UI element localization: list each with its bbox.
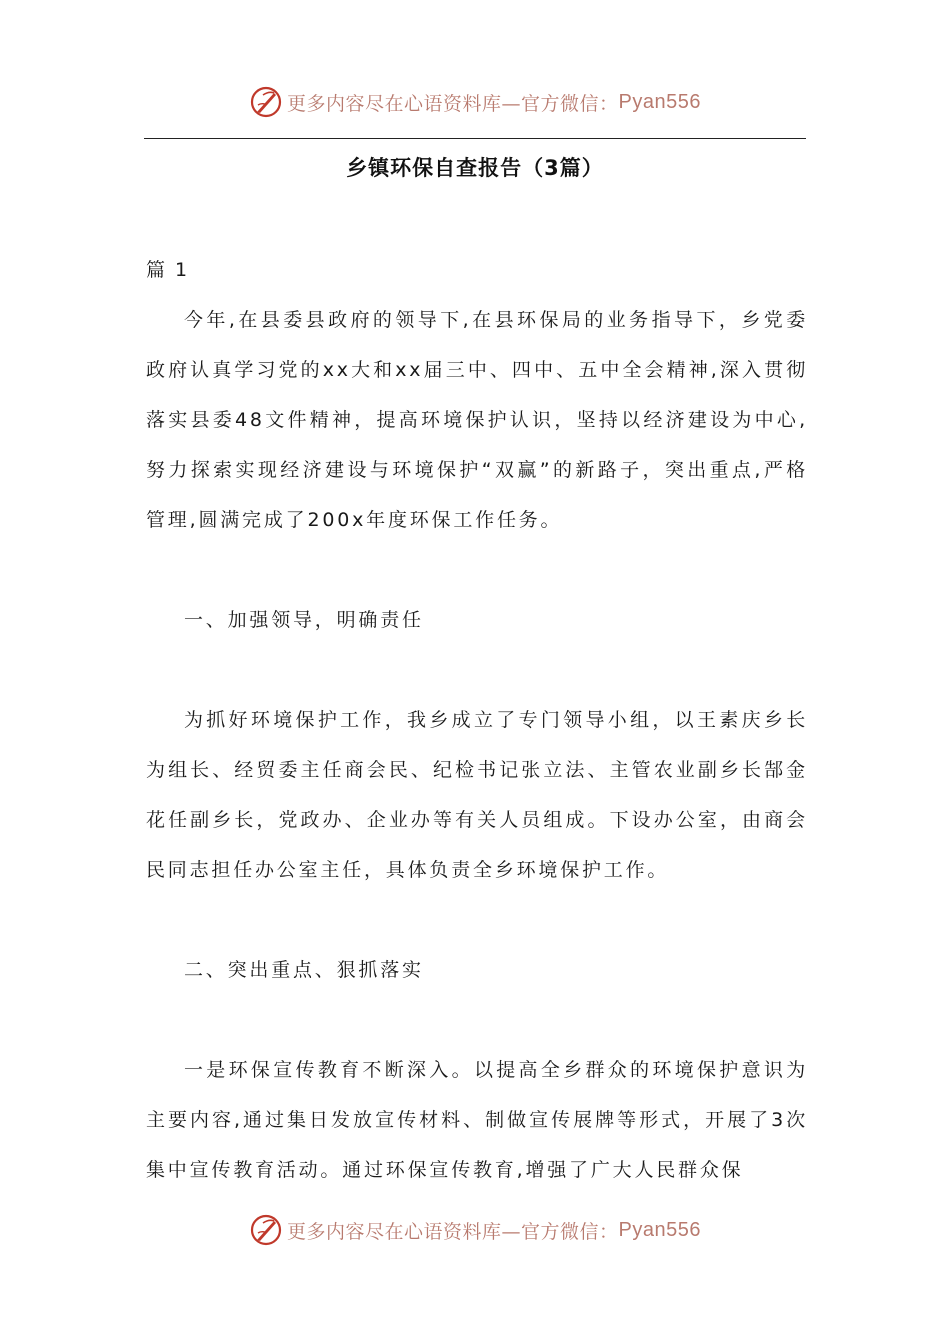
banner-wechat-id: Pyan556	[618, 1218, 701, 1241]
document-title: 乡镇环保自查报告（3篇）	[346, 156, 604, 180]
section-heading-2: 二、突出重点、狠抓落实	[184, 959, 424, 981]
paragraph-intro: 今年,在县委县政府的领导下,在县环保局的业务指导下，乡党委政府认真学习党的xx大和xx届三中、四中、五中全会精神,深入贯彻落实县委48文件精神，提高环境保护认识，坚持以经济建设为中心,努力探索实现经济建设与环境保护“双赢”的新路子，突出重点,严格管理,圆满完成了200x年度环保工作任务。	[146, 309, 808, 531]
quill-logo-icon	[249, 85, 283, 119]
banner-wechat-id: Pyan556	[618, 90, 701, 113]
paragraph-leadership: 为抓好环境保护工作，我乡成立了专门领导小组，以王素庆乡长为组长、经贸委主任商会民、纪检书记张立法、主管农业副乡长郜金花任副乡长，党政办、企业办等有关人员组成。下设办公室，由商会民同志担任办公室主任，具体负责全乡环境保护工作。	[146, 709, 808, 881]
section-heading-1: 一、加强领导，明确责任	[184, 609, 424, 631]
footer-banner	[0, 1210, 950, 1250]
paragraph-publicity: 一是环保宣传教育不断深入。以提高全乡群众的环境保护意识为主要内容,通过集日发放宣传材料、制做宣传展牌等形式，开展了3次集中宣传教育活动。通过环保宣传教育,增强了广大人民群众保	[146, 1059, 808, 1181]
header-divider	[144, 138, 806, 139]
banner-text: 更多内容尽在心语资料库—官方微信：	[287, 92, 619, 115]
part-label: 篇 1	[146, 259, 190, 281]
quill-logo-icon	[249, 1213, 283, 1247]
header-banner	[0, 82, 950, 122]
banner-text: 更多内容尽在心语资料库—官方微信：	[287, 1220, 619, 1243]
